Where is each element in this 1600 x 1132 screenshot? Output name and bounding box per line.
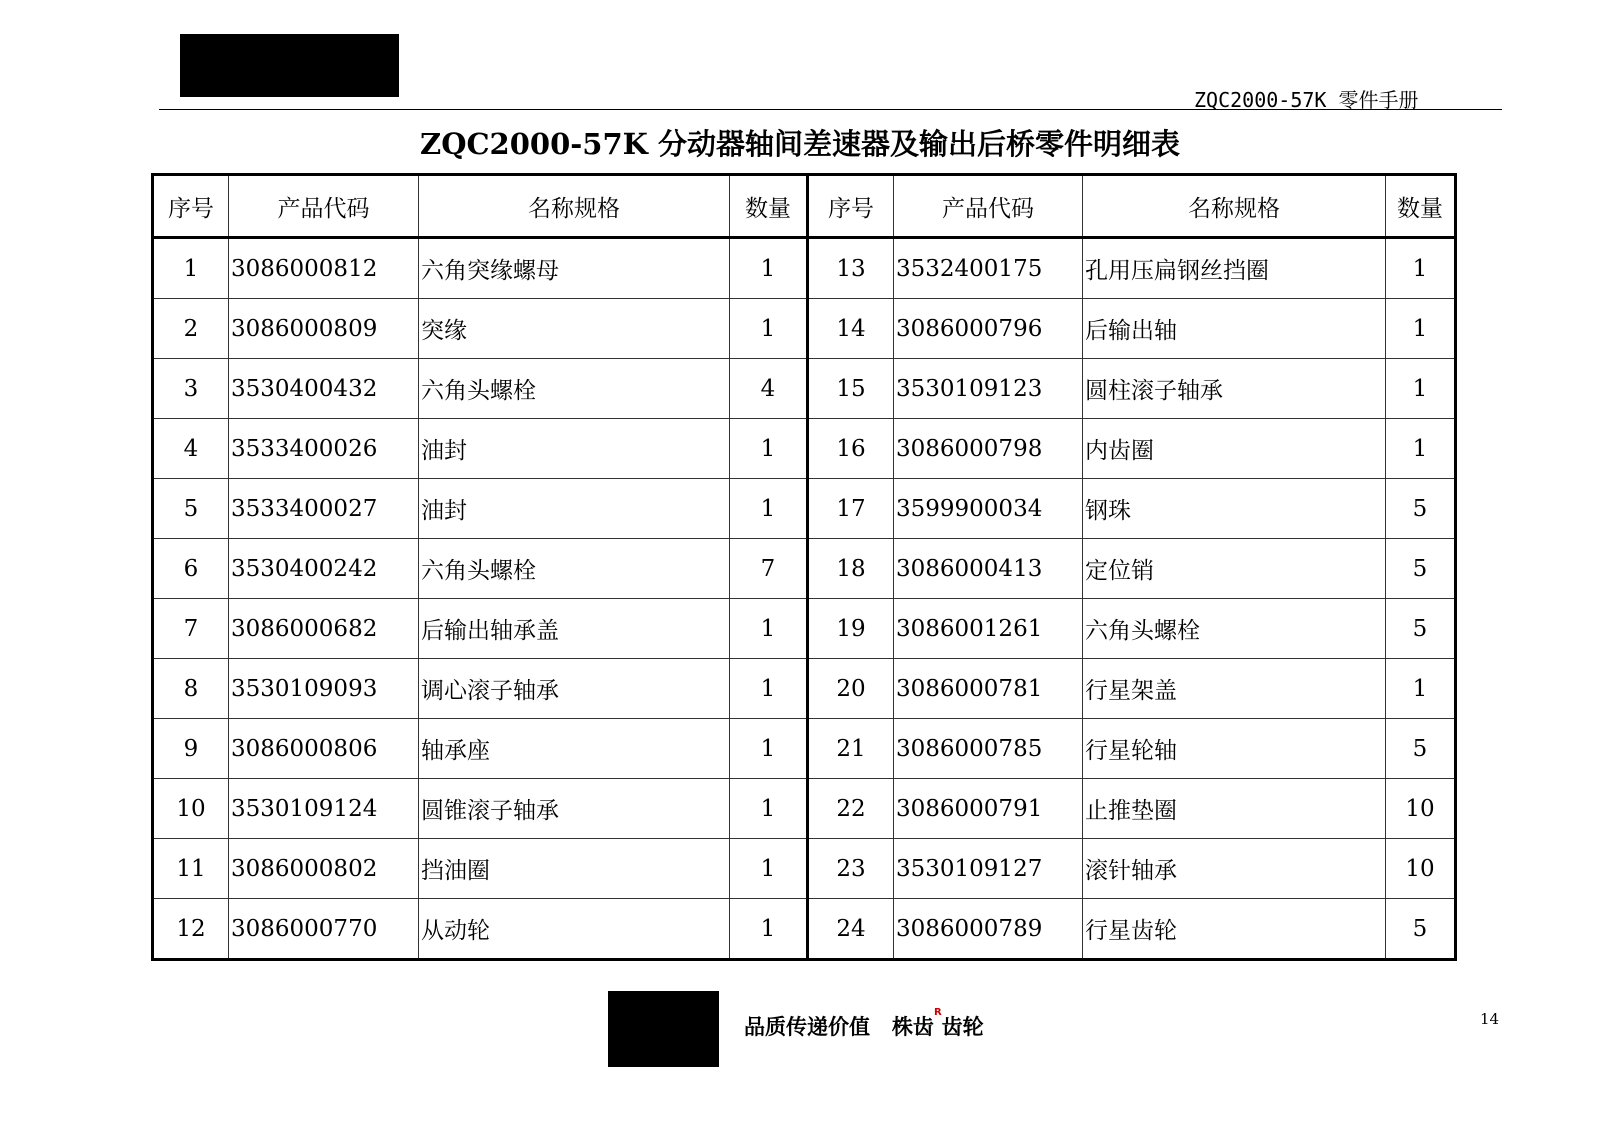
qty-cell: 1 — [730, 599, 808, 659]
qty-cell: 1 — [730, 839, 808, 899]
seq-cell: 2 — [153, 299, 229, 359]
seq-cell: 20 — [808, 659, 894, 719]
name-cell: 六角头螺栓 — [419, 359, 730, 419]
name-cell: 定位销 — [1083, 539, 1386, 599]
table-header-row — [153, 175, 1456, 238]
seq-cell: 23 — [808, 839, 894, 899]
qty-cell: 7 — [730, 539, 808, 599]
table-row — [153, 238, 1456, 299]
code-cell: 3530109127 — [894, 839, 1083, 899]
code-cell: 3086000781 — [894, 659, 1083, 719]
table-row — [153, 839, 1456, 899]
qty-cell: 10 — [1386, 779, 1456, 839]
table-row — [153, 719, 1456, 779]
name-cell: 钢珠 — [1083, 479, 1386, 539]
name-cell: 油封 — [419, 419, 730, 479]
table-row — [153, 899, 1456, 960]
seq-cell: 19 — [808, 599, 894, 659]
qty-cell: 1 — [730, 659, 808, 719]
header-divider — [159, 109, 1502, 110]
table-row — [153, 359, 1456, 419]
parts-table — [151, 173, 1457, 961]
code-cell: 3533400026 — [229, 419, 419, 479]
qty-cell: 1 — [1386, 299, 1456, 359]
code-cell: 3530400242 — [229, 539, 419, 599]
qty-cell: 10 — [1386, 839, 1456, 899]
qty-cell: 1 — [730, 899, 808, 960]
qty-cell: 1 — [1386, 659, 1456, 719]
column-header: 名称规格 — [419, 175, 730, 238]
table-row — [153, 659, 1456, 719]
company-logo — [180, 34, 399, 97]
table-row — [153, 419, 1456, 479]
name-cell: 轴承座 — [419, 719, 730, 779]
seq-cell: 11 — [153, 839, 229, 899]
name-cell: 止推垫圈 — [1083, 779, 1386, 839]
code-cell: 3086000802 — [229, 839, 419, 899]
table-row — [153, 479, 1456, 539]
name-cell: 从动轮 — [419, 899, 730, 960]
name-cell: 内齿圈 — [1083, 419, 1386, 479]
seq-cell: 1 — [153, 238, 229, 299]
seq-cell: 13 — [808, 238, 894, 299]
code-cell: 3599900034 — [894, 479, 1083, 539]
code-cell: 3086000785 — [894, 719, 1083, 779]
seq-cell: 18 — [808, 539, 894, 599]
qty-cell: 5 — [1386, 479, 1456, 539]
seq-cell: 9 — [153, 719, 229, 779]
qty-cell: 1 — [1386, 359, 1456, 419]
code-cell: 3086000806 — [229, 719, 419, 779]
name-cell: 后输出轴 — [1083, 299, 1386, 359]
code-cell: 3530109093 — [229, 659, 419, 719]
name-cell: 油封 — [419, 479, 730, 539]
qty-cell: 5 — [1386, 719, 1456, 779]
code-cell: 3532400175 — [894, 238, 1083, 299]
seq-cell: 16 — [808, 419, 894, 479]
code-cell: 3086000413 — [894, 539, 1083, 599]
qty-cell: 5 — [1386, 539, 1456, 599]
name-cell: 突缘 — [419, 299, 730, 359]
code-cell: 3533400027 — [229, 479, 419, 539]
code-cell: 3086000791 — [894, 779, 1083, 839]
column-header: 序号 — [153, 175, 229, 238]
table-row — [153, 599, 1456, 659]
seq-cell: 4 — [153, 419, 229, 479]
seq-cell: 24 — [808, 899, 894, 960]
qty-cell: 4 — [730, 359, 808, 419]
table-row — [153, 779, 1456, 839]
name-cell: 调心滚子轴承 — [419, 659, 730, 719]
qty-cell: 1 — [730, 419, 808, 479]
name-cell: 行星架盖 — [1083, 659, 1386, 719]
manual-title: ZQC2000-57K 零件手册 — [1194, 88, 1419, 112]
code-cell: 3086000798 — [894, 419, 1083, 479]
seq-cell: 5 — [153, 479, 229, 539]
seq-cell: 15 — [808, 359, 894, 419]
qty-cell: 1 — [730, 299, 808, 359]
qty-cell: 1 — [1386, 238, 1456, 299]
seq-cell: 10 — [153, 779, 229, 839]
code-cell: 3086000682 — [229, 599, 419, 659]
code-cell: 3530109123 — [894, 359, 1083, 419]
code-cell: 3086000796 — [894, 299, 1083, 359]
qty-cell: 1 — [730, 719, 808, 779]
name-cell: 行星齿轮 — [1083, 899, 1386, 960]
code-cell: 3086000789 — [894, 899, 1083, 960]
name-cell: 六角头螺栓 — [1083, 599, 1386, 659]
code-cell: 3086000812 — [229, 238, 419, 299]
footer-slogan: 品质传递价值 株齿$^R$齿轮 — [744, 1007, 984, 1039]
code-cell: 3530109124 — [229, 779, 419, 839]
page-number: 14 — [1480, 1010, 1500, 1028]
column-header: 名称规格 — [1083, 175, 1386, 238]
name-cell: 孔用压扁钢丝挡圈 — [1083, 238, 1386, 299]
seq-cell: 22 — [808, 779, 894, 839]
column-header: 序号 — [808, 175, 894, 238]
code-cell: 3086000770 — [229, 899, 419, 960]
page-title: ZQC2000-57K 分动器轴间差速器及输出后桥零件明细表 — [420, 127, 1180, 161]
name-cell: 挡油圈 — [419, 839, 730, 899]
qty-cell: 1 — [730, 479, 808, 539]
column-header: 数量 — [1386, 175, 1456, 238]
code-cell: 3086000809 — [229, 299, 419, 359]
name-cell: 滚针轴承 — [1083, 839, 1386, 899]
name-cell: 后输出轴承盖 — [419, 599, 730, 659]
qty-cell: 1 — [730, 779, 808, 839]
name-cell: 圆锥滚子轴承 — [419, 779, 730, 839]
seq-cell: 3 — [153, 359, 229, 419]
seq-cell: 6 — [153, 539, 229, 599]
seq-cell: 21 — [808, 719, 894, 779]
column-header: 产品代码 — [229, 175, 419, 238]
registered-mark: R — [933, 1007, 942, 1018]
table-row — [153, 299, 1456, 359]
qty-cell: 1 — [730, 238, 808, 299]
name-cell: 行星轮轴 — [1083, 719, 1386, 779]
qty-cell: 5 — [1386, 899, 1456, 960]
name-cell: 六角突缘螺母 — [419, 238, 730, 299]
table-row — [153, 539, 1456, 599]
name-cell: 圆柱滚子轴承 — [1083, 359, 1386, 419]
seq-cell: 12 — [153, 899, 229, 960]
seq-cell: 7 — [153, 599, 229, 659]
seq-cell: 14 — [808, 299, 894, 359]
name-cell: 六角头螺栓 — [419, 539, 730, 599]
code-cell: 3530400432 — [229, 359, 419, 419]
seq-cell: 17 — [808, 479, 894, 539]
code-cell: 3086001261 — [894, 599, 1083, 659]
qty-cell: 1 — [1386, 419, 1456, 479]
brand-logo — [608, 991, 719, 1067]
seq-cell: 8 — [153, 659, 229, 719]
qty-cell: 5 — [1386, 599, 1456, 659]
column-header: 数量 — [730, 175, 808, 238]
column-header: 产品代码 — [894, 175, 1083, 238]
